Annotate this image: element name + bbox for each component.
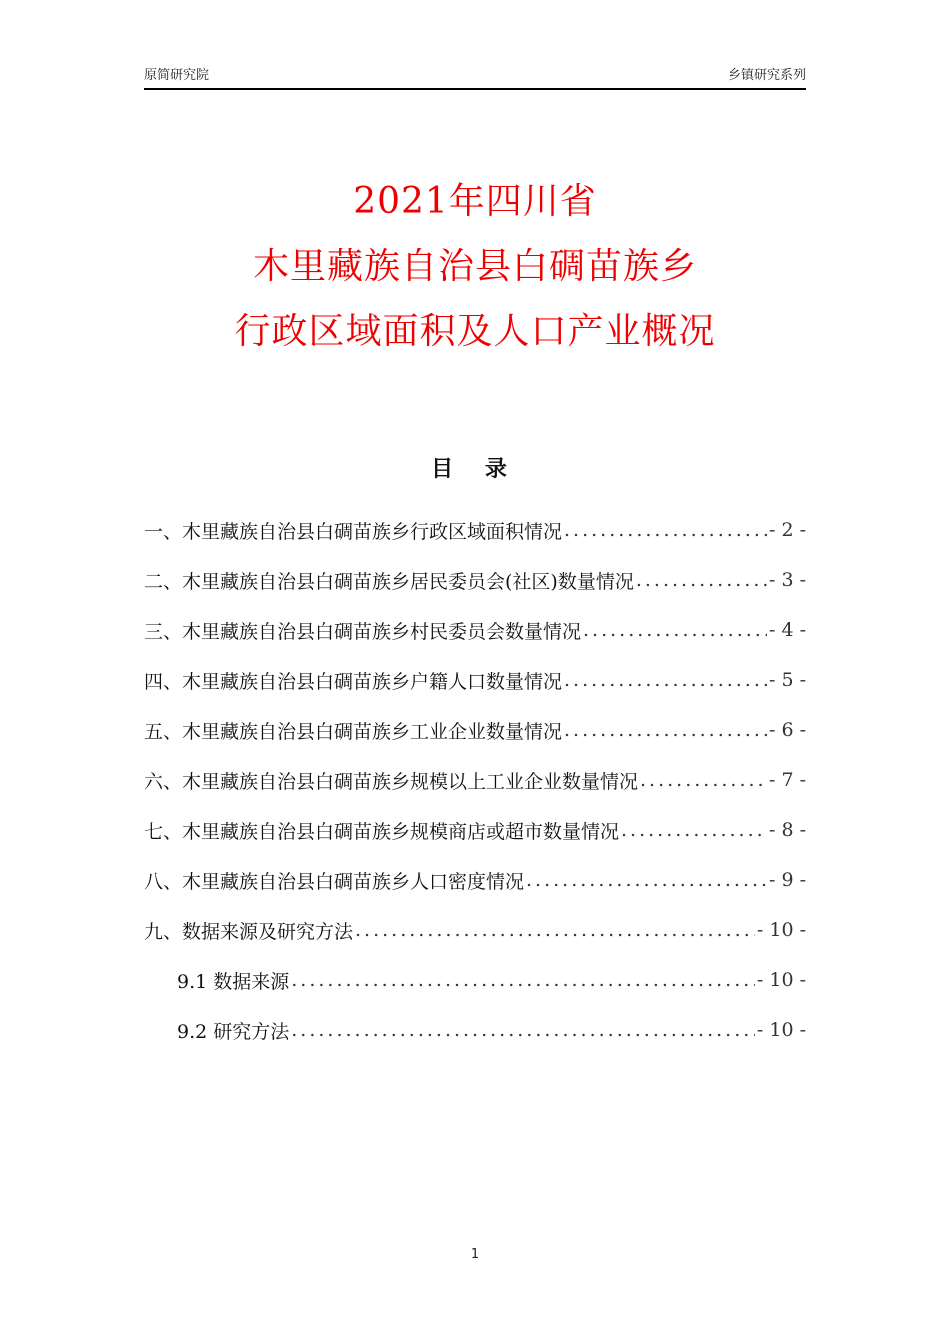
header-series: 乡镇研究系列 bbox=[727, 68, 806, 83]
toc-item[interactable] bbox=[144, 555, 806, 605]
toc-leader-dots bbox=[640, 769, 767, 791]
toc-item-page: - 10 - bbox=[756, 919, 806, 941]
toc-item-label: 一、木里藏族自治县白碉苗族乡行政区域面积情况 bbox=[144, 520, 563, 543]
toc-item-label: 9.1 数据来源 bbox=[177, 970, 290, 993]
toc-leader-dots bbox=[355, 919, 755, 941]
toc-item[interactable] bbox=[144, 505, 806, 555]
title-line-1: 2021年四川省 bbox=[353, 181, 597, 222]
toc-item-page: - 4 - bbox=[768, 619, 806, 641]
table-of-contents bbox=[144, 505, 806, 1055]
toc-item-page: - 8 - bbox=[768, 819, 806, 841]
toc-item-label: 九、数据来源及研究方法 bbox=[144, 920, 354, 943]
toc-leader-dots bbox=[526, 869, 767, 891]
toc-leader-dots bbox=[291, 969, 755, 991]
toc-item[interactable] bbox=[144, 605, 806, 655]
toc-item-label: 八、木里藏族自治县白碉苗族乡人口密度情况 bbox=[144, 870, 525, 893]
toc-subitem[interactable] bbox=[144, 955, 806, 1005]
toc-item-label: 五、木里藏族自治县白碉苗族乡工业企业数量情况 bbox=[144, 720, 563, 743]
page-header bbox=[144, 66, 806, 90]
toc-item-label: 二、木里藏族自治县白碉苗族乡居民委员会(社区)数量情况 bbox=[144, 570, 634, 593]
toc-heading: 目 录 bbox=[431, 457, 519, 482]
toc-item-page: - 5 - bbox=[768, 669, 806, 691]
toc-leader-dots bbox=[564, 669, 767, 691]
toc-item-label: 三、木里藏族自治县白碉苗族乡村民委员会数量情况 bbox=[144, 620, 582, 643]
toc-item-page: - 2 - bbox=[768, 519, 806, 541]
toc-item-page: - 3 - bbox=[768, 569, 806, 591]
title-line-2: 木里藏族自治县白碉苗族乡 bbox=[252, 246, 697, 287]
title-line-3: 行政区域面积及人口产业概况 bbox=[234, 311, 716, 352]
toc-subitem[interactable] bbox=[144, 1005, 806, 1055]
toc-leader-dots bbox=[564, 519, 767, 541]
toc-item[interactable] bbox=[144, 755, 806, 805]
toc-item-label: 四、木里藏族自治县白碉苗族乡户籍人口数量情况 bbox=[144, 670, 563, 693]
toc-item-page: - 9 - bbox=[768, 869, 806, 891]
toc-leader-dots bbox=[621, 819, 767, 841]
toc-item-page: - 10 - bbox=[756, 969, 806, 991]
toc-item-page: - 6 - bbox=[768, 719, 806, 741]
toc-item-page: - 10 - bbox=[756, 1019, 806, 1041]
toc-item[interactable] bbox=[144, 705, 806, 755]
toc-item[interactable] bbox=[144, 855, 806, 905]
toc-item-label: 六、木里藏族自治县白碉苗族乡规模以上工业企业数量情况 bbox=[144, 770, 639, 793]
toc-item-page: - 7 - bbox=[768, 769, 806, 791]
toc-leader-dots bbox=[291, 1019, 755, 1041]
toc-item[interactable] bbox=[144, 655, 806, 705]
page-number: 1 bbox=[470, 1247, 480, 1262]
toc-item-label: 七、木里藏族自治县白碉苗族乡规模商店或超市数量情况 bbox=[144, 820, 620, 843]
toc-leader-dots bbox=[636, 569, 767, 591]
toc-item[interactable] bbox=[144, 805, 806, 855]
toc-item-label: 9.2 研究方法 bbox=[177, 1020, 290, 1043]
header-publisher: 原简研究院 bbox=[144, 68, 210, 83]
toc-leader-dots bbox=[583, 619, 767, 641]
toc-leader-dots bbox=[564, 719, 767, 741]
toc-item[interactable] bbox=[144, 905, 806, 955]
